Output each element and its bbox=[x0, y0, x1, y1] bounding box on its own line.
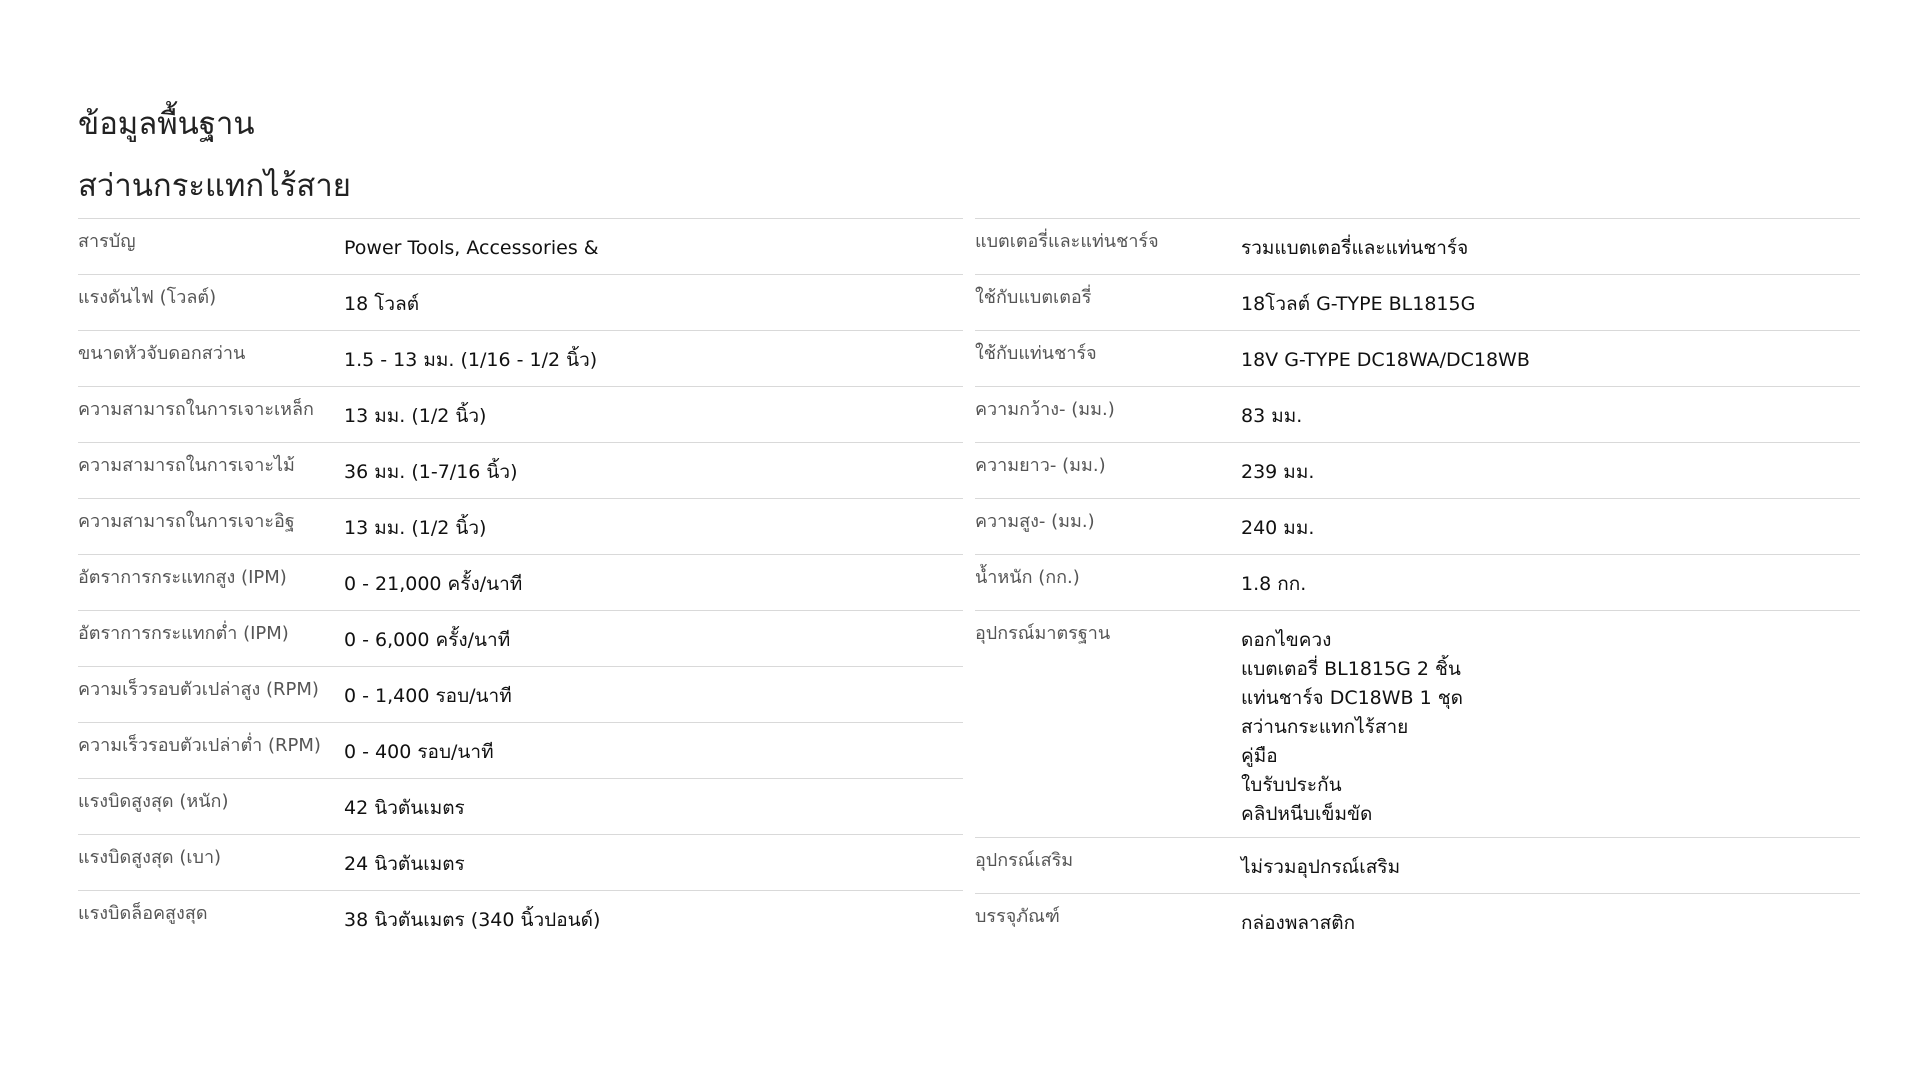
spec-label: ความเร็วรอบตัวเปล่าต่ำ (RPM) bbox=[78, 735, 321, 756]
spec-row bbox=[78, 722, 963, 778]
spec-value: Power Tools, Accessories & bbox=[344, 237, 599, 259]
spec-value: 83 มม. bbox=[1241, 405, 1303, 427]
spec-row bbox=[78, 498, 963, 554]
spec-label: แรงบิดล็อคสูงสุด bbox=[78, 903, 208, 924]
spec-row bbox=[78, 890, 963, 946]
spec-row bbox=[975, 442, 1860, 498]
spec-value: กล่องพลาสติก bbox=[1241, 912, 1356, 934]
spec-label: แรงดันไฟ (โวลต์) bbox=[78, 287, 217, 308]
list-item: สว่านกระแทกไร้สาย bbox=[1241, 716, 1409, 738]
spec-label: บรรจุภัณฑ์ bbox=[975, 906, 1060, 927]
spec-label: สารบัญ bbox=[78, 231, 136, 252]
spec-row bbox=[78, 666, 963, 722]
section-heading: ข้อมูลพื้นฐาน bbox=[78, 106, 255, 142]
list-item: ดอกไขควง bbox=[1241, 629, 1332, 651]
spec-label: ความกว้าง- (มม.) bbox=[975, 399, 1115, 420]
spec-row bbox=[975, 837, 1860, 893]
spec-row bbox=[78, 554, 963, 610]
spec-label: ใช้กับแท่นชาร์จ bbox=[975, 343, 1097, 364]
spec-label: อัตราการกระแทกต่ำ (IPM) bbox=[78, 623, 289, 644]
spec-value: 18 โวลต์ bbox=[344, 293, 420, 315]
spec-label: แรงบิดสูงสุด (หนัก) bbox=[78, 791, 229, 812]
spec-table-right bbox=[975, 218, 1860, 949]
product-title: สว่านกระแทกไร้สาย bbox=[78, 168, 351, 204]
spec-label: แบตเตอรี่และแท่นชาร์จ bbox=[975, 231, 1159, 252]
spec-value: 0 - 6,000 ครั้ง/นาที bbox=[344, 629, 511, 651]
spec-label: น้ำหนัก (กก.) bbox=[975, 567, 1080, 588]
spec-row bbox=[975, 218, 1860, 274]
spec-value: 0 - 1,400 รอบ/นาที bbox=[344, 685, 512, 707]
list-item: คลิปหนีบเข็มขัด bbox=[1241, 803, 1373, 825]
spec-label: ขนาดหัวจับดอกสว่าน bbox=[78, 343, 246, 364]
list-item: แบตเตอรี่ BL1815G 2 ชิ้น bbox=[1241, 658, 1461, 680]
spec-value-list bbox=[1241, 622, 1860, 829]
spec-value: 38 นิวตันเมตร (340 นิ้วปอนด์) bbox=[344, 909, 601, 931]
spec-row bbox=[975, 386, 1860, 442]
spec-label: ความยาว- (มม.) bbox=[975, 455, 1106, 476]
spec-value: 18โวลต์ G-TYPE BL1815G bbox=[1241, 293, 1476, 315]
spec-row bbox=[975, 554, 1860, 610]
spec-row bbox=[78, 442, 963, 498]
spec-value: 13 มม. (1/2 นิ้ว) bbox=[344, 405, 487, 427]
spec-row bbox=[78, 274, 963, 330]
spec-value: 13 มม. (1/2 นิ้ว) bbox=[344, 517, 487, 539]
spec-value: ไม่รวมอุปกรณ์เสริม bbox=[1241, 856, 1401, 878]
spec-label: อุปกรณ์มาตรฐาน bbox=[975, 623, 1111, 644]
spec-label: ความสูง- (มม.) bbox=[975, 511, 1095, 532]
spec-value: 240 มม. bbox=[1241, 517, 1315, 539]
spec-row bbox=[78, 610, 963, 666]
spec-row bbox=[975, 893, 1860, 949]
spec-value: 18V G-TYPE DC18WA/DC18WB bbox=[1241, 349, 1530, 371]
spec-table-left bbox=[78, 218, 963, 946]
spec-row bbox=[78, 386, 963, 442]
spec-value: 24 นิวตันเมตร bbox=[344, 853, 465, 875]
spec-label: ใช้กับแบตเตอรี่ bbox=[975, 287, 1092, 308]
spec-row bbox=[78, 218, 963, 274]
spec-value: 239 มม. bbox=[1241, 461, 1315, 483]
spec-value: รวมแบตเตอรี่และแท่นชาร์จ bbox=[1241, 237, 1469, 259]
spec-value: 1.5 - 13 มม. (1/16 - 1/2 นิ้ว) bbox=[344, 349, 598, 371]
spec-row-standard-equipment bbox=[975, 610, 1860, 837]
spec-row bbox=[78, 330, 963, 386]
spec-row bbox=[975, 274, 1860, 330]
spec-label: ความสามารถในการเจาะอิฐ bbox=[78, 511, 295, 532]
spec-label: ความเร็วรอบตัวเปล่าสูง (RPM) bbox=[78, 679, 319, 700]
spec-value: 0 - 400 รอบ/นาที bbox=[344, 741, 494, 763]
spec-label: ความสามารถในการเจาะเหล็ก bbox=[78, 399, 314, 420]
spec-row bbox=[78, 834, 963, 890]
spec-row bbox=[975, 330, 1860, 386]
list-item: ใบรับประกัน bbox=[1241, 774, 1342, 796]
spec-value: 0 - 21,000 ครั้ง/นาที bbox=[344, 573, 523, 595]
list-item: คู่มือ bbox=[1241, 745, 1278, 767]
spec-label: ความสามารถในการเจาะไม้ bbox=[78, 455, 295, 476]
spec-value: 42 นิวตันเมตร bbox=[344, 797, 465, 819]
list-item: แท่นชาร์จ DC18WB 1 ชุด bbox=[1241, 687, 1463, 709]
spec-value: 1.8 กก. bbox=[1241, 573, 1307, 595]
spec-row bbox=[78, 778, 963, 834]
spec-label: แรงบิดสูงสุด (เบา) bbox=[78, 847, 222, 868]
spec-label: อุปกรณ์เสริม bbox=[975, 850, 1074, 871]
spec-label: อัตราการกระแทกสูง (IPM) bbox=[78, 567, 287, 588]
spec-row bbox=[975, 498, 1860, 554]
spec-value: 36 มม. (1-7/16 นิ้ว) bbox=[344, 461, 518, 483]
